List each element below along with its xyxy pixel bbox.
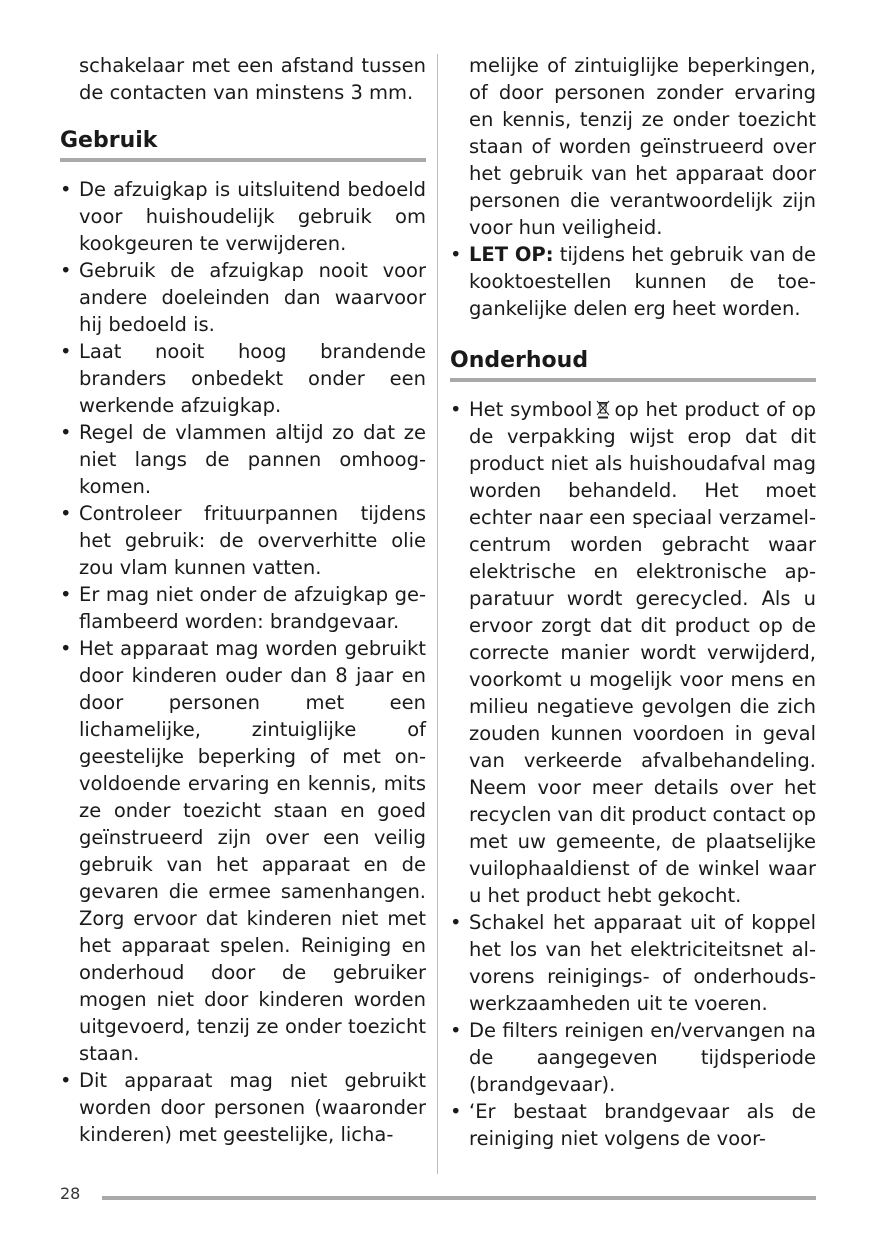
right-column xyxy=(450,52,816,1152)
onderhoud-list xyxy=(450,396,816,1152)
list-item xyxy=(450,241,816,322)
column-divider xyxy=(437,54,438,1174)
continuation-paragraph: melijke of zintuiglijke beperkingen, of door personen zonder ervaring en kennis, tenzij ze onder toezicht staan of worden geïnstrueerd over het gebruik van het apparaat door personen die verantwoordelijk zijn voor hun veiligheid. xyxy=(469,54,816,239)
list-item: • Controleer frituurpannen tijdens het gebruik: de oververhitte olie zou vlam kunnen vatten. xyxy=(60,500,426,581)
letop-text: tijdens het gebruik van de kooktoestellen kunnen de toegankelijke delen erg heet worden. xyxy=(469,243,816,320)
section-heading-gebruik: Gebruik xyxy=(60,126,426,162)
left-column xyxy=(60,52,426,1148)
list-item: • Regel de vlammen altijd zo dat ze niet langs de pannen omhoogkomen. xyxy=(60,419,426,500)
list-item: • Dit apparaat mag niet gebruikt worden door personen (waaronder kinderen) met geestelijke, licha- xyxy=(60,1067,426,1148)
symbol-text-pre: Het symbool xyxy=(469,398,593,421)
gebruik-list xyxy=(60,176,426,1148)
list-item: • De afzuigkap is uitsluitend bedoeld voor huishoudelijk gebruik om kookgeuren te verwijderen. xyxy=(60,176,426,257)
page-number: 28 xyxy=(60,1184,81,1203)
letop-list xyxy=(450,241,816,322)
footer-rule xyxy=(102,1196,816,1200)
section-heading-onderhoud: Onderhoud xyxy=(450,346,816,382)
list-item: • De filters reinigen en/vervangen na de aangegeven tijdsperiode (brandgevaar). xyxy=(450,1017,816,1098)
list-item: • Laat nooit hoog brandende branders onbedekt onder een werkende afzuigkap. xyxy=(60,338,426,419)
letop-label: LET OP: xyxy=(469,243,554,266)
intro-paragraph: schakelaar met een afstand tussen de contacten van minstens 3 mm. xyxy=(79,54,426,104)
symbol-text-post: op het product of op de verpakking wijst erop dat dit product niet als huishoudafval mag worden behandeld. Het moet echter naar een speciaal verzamelcentrum worden gebracht waar elektrische en elektronische apparatuur wordt gerecycled. Als u ervoor zorgt dat dit product op de correcte manier wordt verwijderd, voorkomt u mogelijk voor mens en milieu negatieve gevolgen die zich zouden kunnen voordoen in geval van verkeerde afvalbehandeling. Neem voor meer details over het recyclen van dit product contact op met uw gemeente, de plaatselijke vuilophaaldienst of de winkel waar u het product hebt gekocht. xyxy=(469,398,816,907)
list-item: • ‘Er bestaat brandgevaar als de reiniging niet volgens de voor- xyxy=(450,1098,816,1152)
list-item xyxy=(450,396,816,909)
list-item: • Schakel het apparaat uit of koppel het los van het elektriciteitsnet alvorens reinigings- of onderhoudswerkzaamheden uit te voeren. xyxy=(450,909,816,1017)
list-item: • Gebruik de afzuigkap nooit voor andere doeleinden dan waarvoor hij bedoeld is. xyxy=(60,257,426,338)
crossed-bin-icon xyxy=(596,399,610,419)
list-item: • Er mag niet onder de afzuigkap geflambeerd worden: brandgevaar. xyxy=(60,581,426,635)
list-item: • Het apparaat mag worden gebruikt door kinderen ouder dan 8 jaar en door personen met een lichamelijke, zintuiglijke of geestelijke beperking of met onvoldoende ervaring en kennis, mits ze onder toezicht staan en goed geïnstrueerd zijn over een veilig gebruik van het apparaat en de gevaren die ermee samenhangen. Zorg ervoor dat kinderen niet met het apparaat spelen. Reiniging en onderhoud door de gebruiker mogen niet door kinderen worden uitgevoerd, tenzij ze onder toezicht staan. xyxy=(60,635,426,1067)
